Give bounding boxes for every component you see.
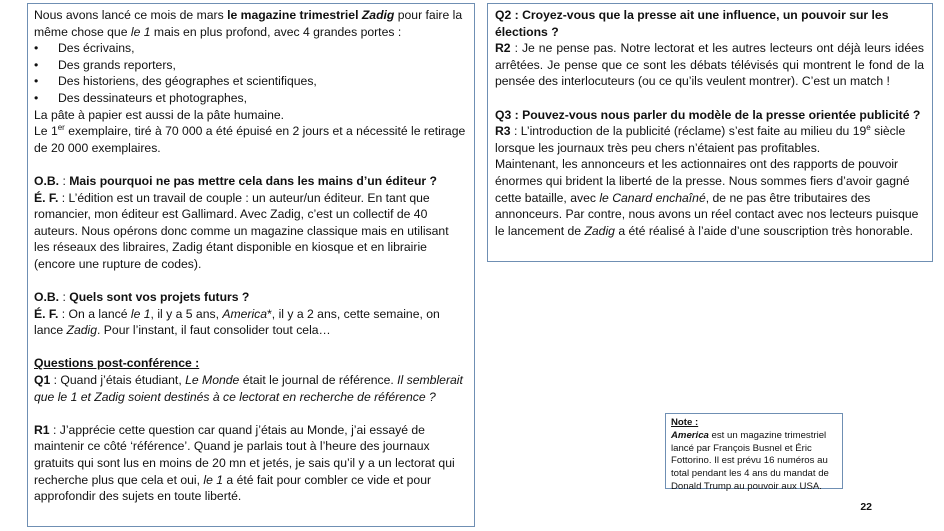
answer-text: . Pour l’instant, il faut consolider tout cela…	[97, 323, 331, 338]
note-text	[671, 430, 836, 494]
question-text: : Croyez-vous que la presse ait une influence, un pouvoir sur les élections ?	[495, 8, 889, 39]
interview-question-2	[34, 289, 466, 306]
pate-line: La pâte à papier est aussi de la pâte humaine.	[34, 107, 285, 122]
answer-text: : L’édition est un travail de couple : un auteur/un éditeur. En tant que romancier, mon éditeur est Gallimard. Avec Zadig, c’est un collectif de 40 auteurs. Nous opérons donc comme un magazine classique mais en utilisant les réseaux des libraires, Zadig étant disponible en kiosque et en librairie (encore une rupture de codes).	[34, 190, 449, 271]
america-title: America	[671, 429, 709, 441]
first-edition-paragraph	[34, 123, 466, 156]
answer-text: : L’introduction de la publicité (réclame) s’est faite au milieu du 19	[510, 124, 867, 139]
answer-text: Maintenant, les annonceurs et les actionnaires ont des rapports de pouvoir énormes qui brident la liberté de la presse. Nous sommes fiers d’avoir gagné cette bataille, avec	[495, 157, 910, 205]
answer-text: : J’apprécie cette question car quand j’étais au Monde, j’ai essayé de maintenir ce côté ‘référence’. Quand je parlais tout à l’heure des journaux gratuits qui sont lus en moins de 20 mn et jetés, je sais qu’il y a un lectorat qui recherche plus que cela et oui,	[34, 422, 455, 487]
left-text-panel	[27, 3, 475, 527]
post-answer-1	[34, 422, 466, 505]
answer-text: a été fait pour combler ce vide et pour approfondir des sujets en toute liberté.	[34, 472, 432, 504]
note-title: Note :	[671, 417, 699, 428]
list-item: • Des grands reporters,	[34, 57, 466, 74]
question-label: Q2	[495, 8, 512, 22]
interviewer-label: O.B.	[34, 290, 60, 305]
le1-title: le 1	[130, 24, 151, 39]
interviewee-label: É. F.	[34, 306, 59, 321]
list-item: • Des historiens, des géographes et scientifiques,	[34, 73, 466, 90]
right-text-panel	[487, 3, 933, 262]
answer-label: R1	[34, 422, 50, 437]
answer-label: R2	[495, 41, 511, 56]
canard-enchaine-title: le Canard enchaîné	[599, 190, 706, 205]
zadig-title: Zadig	[361, 8, 395, 22]
answer-text: a été réalisé à l’aide d’une souscription très honorable.	[614, 223, 914, 238]
le1-title: le 1	[203, 472, 224, 487]
interview-answer-1	[34, 190, 466, 273]
interview-answer-2	[34, 306, 466, 339]
question-label: Q1	[34, 373, 51, 388]
answer-text: *, il y a 2 ans, cette semaine, on lance	[34, 306, 440, 338]
post-question-3	[495, 107, 924, 124]
le1-title: le 1	[130, 306, 151, 321]
doors-list	[34, 40, 466, 106]
intro-text: mais en plus profond, avec 4 grandes portes :	[150, 24, 402, 39]
post-question-2	[495, 7, 924, 40]
intro-text: Nous avons lancé ce mois de mars	[34, 8, 228, 22]
question-text: était le journal de référence.	[239, 373, 398, 388]
question-text: : Quand j’étais étudiant,	[50, 373, 186, 388]
superscript: er	[57, 123, 65, 133]
first-edition-text: Le 1	[34, 124, 58, 139]
list-item: • Des dessinateurs et photographes,	[34, 90, 466, 107]
question-text: Quels sont vos projets futurs ?	[69, 290, 250, 305]
answer-text: : On a lancé	[58, 306, 131, 321]
interview-question-1	[34, 173, 466, 190]
america-title: America	[222, 306, 268, 321]
post-answer-3	[495, 123, 924, 156]
question-label: Q3	[495, 107, 512, 122]
separator: :	[59, 173, 70, 188]
le-monde-title: Le Monde	[185, 373, 240, 388]
separator: :	[59, 290, 70, 305]
answer-3-continued	[495, 156, 924, 239]
question-text: Mais pourquoi ne pas mettre cela dans les mains d’un éditeur ?	[69, 173, 437, 188]
intro-paragraph	[34, 7, 466, 40]
intro-bold-text: le magazine trimestriel	[227, 8, 362, 22]
zadig-title: Zadig	[66, 323, 98, 338]
answer-text: siècle lorsque les journaux très peu chers n’étaient pas profitables.	[495, 124, 906, 155]
footnote-box	[665, 413, 843, 492]
superscript: e	[866, 123, 871, 133]
post-conference-heading: Questions post-conférence :	[34, 356, 200, 371]
post-answer-2	[495, 40, 924, 90]
answer-label: R3	[495, 124, 511, 139]
answer-text: , il y a 5 ans,	[150, 306, 223, 321]
page-number: 22	[860, 501, 872, 513]
interviewee-label: É. F.	[34, 190, 59, 205]
question-text: : Pouvez-vous nous parler du modèle de la presse orientée publicité ?	[511, 107, 921, 122]
answer-text: : Je ne pense pas. Notre lectorat et les autres lecteurs ont déjà leurs idées arrêtées. Je pense que ce sont les débats télévisés qui montrent le fond de la pensée des interlocuteurs (ou ce qu’ils veulent montrer). C’est un match !	[495, 41, 924, 89]
first-edition-text: exemplaire, tiré à 70 000 a été épuisé en 2 jours et a nécessité le retirage de 20 000 exemplaires.	[34, 124, 466, 155]
note-body: est un magazine trimestriel lancé par François Busnel et Éric Fottorino. Il est prévu 16 numéros au total pendant les 4 ans du mandat de Donald Trump au pouvoir aux USA.	[671, 429, 829, 492]
post-question-1	[34, 372, 466, 405]
question-text-italic: Il semblerait que le 1 et Zadig soient destinés à ce lectorat en recherche de référence ?	[34, 373, 463, 404]
interviewer-label: O.B.	[34, 173, 60, 188]
zadig-title: Zadig	[584, 223, 615, 238]
list-item: • Des écrivains,	[34, 40, 466, 57]
answer-text: , de ne pas être tributaires des annonceurs. Par contre, nous avons un réel contact avec nos lecteurs puisque le lancement de	[495, 190, 919, 238]
intro-text: pour faire la même chose que	[34, 8, 463, 39]
